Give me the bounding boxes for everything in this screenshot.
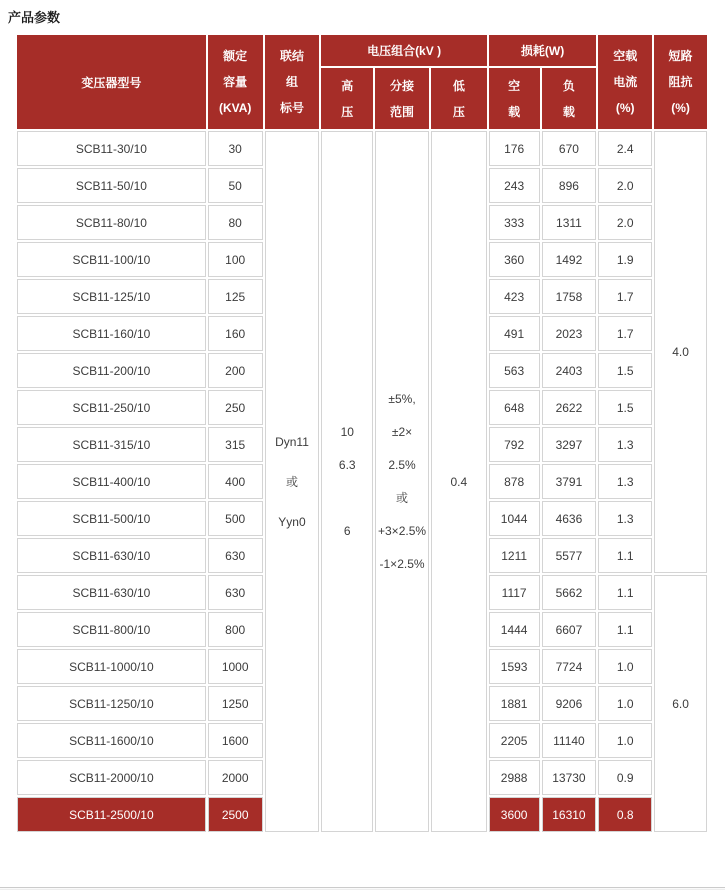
no-load-loss-cell: 1593 <box>489 649 540 684</box>
load-loss-cell: 2403 <box>542 353 597 388</box>
model-cell: SCB11-100/10 <box>17 242 206 277</box>
model-cell: SCB11-800/10 <box>17 612 206 647</box>
no-load-loss-cell: 3600 <box>489 797 540 832</box>
capacity-cell: 100 <box>208 242 263 277</box>
capacity-cell: 2000 <box>208 760 263 795</box>
no-load-current-cell: 1.3 <box>598 501 652 536</box>
no-load-loss-cell: 1444 <box>489 612 540 647</box>
model-cell: SCB11-1600/10 <box>17 723 206 758</box>
load-loss-cell: 4636 <box>542 501 597 536</box>
no-load-current-cell: 0.9 <box>598 760 652 795</box>
model-cell: SCB11-630/10 <box>17 538 206 573</box>
no-load-current-cell: 1.5 <box>598 390 652 425</box>
no-load-loss-cell: 2988 <box>489 760 540 795</box>
load-loss-cell: 896 <box>542 168 597 203</box>
lv-cell: 0.4 <box>431 131 487 832</box>
load-loss-cell: 11140 <box>542 723 597 758</box>
col-header-impedance: 短路 阻抗 (%) <box>654 35 707 129</box>
capacity-cell: 630 <box>208 575 263 610</box>
load-loss-cell: 5577 <box>542 538 597 573</box>
hv-cell: 10 6.3 6 <box>321 131 373 832</box>
no-load-loss-cell: 563 <box>489 353 540 388</box>
no-load-current-cell: 1.9 <box>598 242 652 277</box>
capacity-cell: 80 <box>208 205 263 240</box>
col-header-load-loss: 负 载 <box>542 68 597 129</box>
capacity-cell: 200 <box>208 353 263 388</box>
load-loss-cell: 3297 <box>542 427 597 462</box>
model-cell: SCB11-2000/10 <box>17 760 206 795</box>
no-load-loss-cell: 792 <box>489 427 540 462</box>
load-loss-cell: 2023 <box>542 316 597 351</box>
load-loss-cell: 5662 <box>542 575 597 610</box>
model-cell: SCB11-80/10 <box>17 205 206 240</box>
no-load-loss-cell: 176 <box>489 131 540 166</box>
col-header-no-load-current: 空载 电流 (%) <box>598 35 652 129</box>
no-load-current-cell: 2.0 <box>598 205 652 240</box>
load-loss-cell: 7724 <box>542 649 597 684</box>
model-cell: SCB11-125/10 <box>17 279 206 314</box>
capacity-cell: 500 <box>208 501 263 536</box>
capacity-cell: 400 <box>208 464 263 499</box>
model-cell: SCB11-200/10 <box>17 353 206 388</box>
no-load-loss-cell: 1044 <box>489 501 540 536</box>
no-load-current-cell: 1.5 <box>598 353 652 388</box>
no-load-loss-cell: 1881 <box>489 686 540 721</box>
vector-group-cell: Dyn11 或 Yyn0 <box>265 131 320 832</box>
load-loss-cell: 3791 <box>542 464 597 499</box>
no-load-current-cell: 1.3 <box>598 464 652 499</box>
no-load-loss-cell: 648 <box>489 390 540 425</box>
no-load-current-cell: 1.0 <box>598 649 652 684</box>
col-header-lv: 低 压 <box>431 68 487 129</box>
load-loss-cell: 6607 <box>542 612 597 647</box>
model-cell: SCB11-400/10 <box>17 464 206 499</box>
load-loss-cell: 13730 <box>542 760 597 795</box>
no-load-current-cell: 1.0 <box>598 723 652 758</box>
load-loss-cell: 2622 <box>542 390 597 425</box>
product-parameters-table <box>15 33 709 834</box>
no-load-current-cell: 1.1 <box>598 575 652 610</box>
no-load-current-cell: 0.8 <box>598 797 652 832</box>
capacity-cell: 1250 <box>208 686 263 721</box>
col-header-loss: 损耗(W) <box>489 35 597 66</box>
impedance-cell: 4.0 <box>654 131 707 573</box>
load-loss-cell: 9206 <box>542 686 597 721</box>
model-cell: SCB11-630/10 <box>17 575 206 610</box>
no-load-loss-cell: 243 <box>489 168 540 203</box>
capacity-cell: 800 <box>208 612 263 647</box>
col-header-tap-range: 分接 范围 <box>375 68 429 129</box>
col-header-vector-group: 联结 组 标号 <box>265 35 320 129</box>
model-cell: SCB11-250/10 <box>17 390 206 425</box>
no-load-loss-cell: 360 <box>489 242 540 277</box>
table-row <box>17 131 707 166</box>
col-header-capacity: 额定 容量 (KVA) <box>208 35 263 129</box>
table-header <box>17 35 707 129</box>
capacity-cell: 30 <box>208 131 263 166</box>
load-loss-cell: 1492 <box>542 242 597 277</box>
no-load-loss-cell: 423 <box>489 279 540 314</box>
no-load-current-cell: 2.0 <box>598 168 652 203</box>
tap-range-cell: ±5%, ±2× 2.5% 或 +3×2.5% -1×2.5% <box>375 131 429 832</box>
capacity-cell: 50 <box>208 168 263 203</box>
model-cell: SCB11-1250/10 <box>17 686 206 721</box>
capacity-cell: 630 <box>208 538 263 573</box>
no-load-loss-cell: 878 <box>489 464 540 499</box>
model-cell: SCB11-500/10 <box>17 501 206 536</box>
model-cell: SCB11-160/10 <box>17 316 206 351</box>
load-loss-cell: 1311 <box>542 205 597 240</box>
no-load-current-cell: 1.3 <box>598 427 652 462</box>
model-cell: SCB11-315/10 <box>17 427 206 462</box>
table-body <box>17 131 707 832</box>
capacity-cell: 250 <box>208 390 263 425</box>
no-load-current-cell: 1.7 <box>598 316 652 351</box>
capacity-cell: 125 <box>208 279 263 314</box>
col-header-voltage-combination: 电压组合(kV ) <box>321 35 486 66</box>
no-load-current-cell: 1.1 <box>598 612 652 647</box>
impedance-cell: 6.0 <box>654 575 707 832</box>
bottom-divider <box>0 887 725 890</box>
load-loss-cell: 670 <box>542 131 597 166</box>
model-cell: SCB11-50/10 <box>17 168 206 203</box>
load-loss-cell: 1758 <box>542 279 597 314</box>
model-cell: SCB11-30/10 <box>17 131 206 166</box>
capacity-cell: 160 <box>208 316 263 351</box>
col-header-model: 变压器型号 <box>17 35 206 129</box>
model-cell: SCB11-1000/10 <box>17 649 206 684</box>
no-load-loss-cell: 1117 <box>489 575 540 610</box>
load-loss-cell: 16310 <box>542 797 597 832</box>
col-header-hv: 高 压 <box>321 68 373 129</box>
no-load-loss-cell: 491 <box>489 316 540 351</box>
capacity-cell: 2500 <box>208 797 263 832</box>
no-load-current-cell: 2.4 <box>598 131 652 166</box>
no-load-current-cell: 1.0 <box>598 686 652 721</box>
capacity-cell: 315 <box>208 427 263 462</box>
no-load-loss-cell: 333 <box>489 205 540 240</box>
no-load-loss-cell: 1211 <box>489 538 540 573</box>
no-load-current-cell: 1.7 <box>598 279 652 314</box>
no-load-current-cell: 1.1 <box>598 538 652 573</box>
capacity-cell: 1000 <box>208 649 263 684</box>
model-cell: SCB11-2500/10 <box>17 797 206 832</box>
page-title: 产品参数 <box>8 10 61 25</box>
no-load-loss-cell: 2205 <box>489 723 540 758</box>
col-header-no-load-loss: 空 载 <box>489 68 540 129</box>
capacity-cell: 1600 <box>208 723 263 758</box>
